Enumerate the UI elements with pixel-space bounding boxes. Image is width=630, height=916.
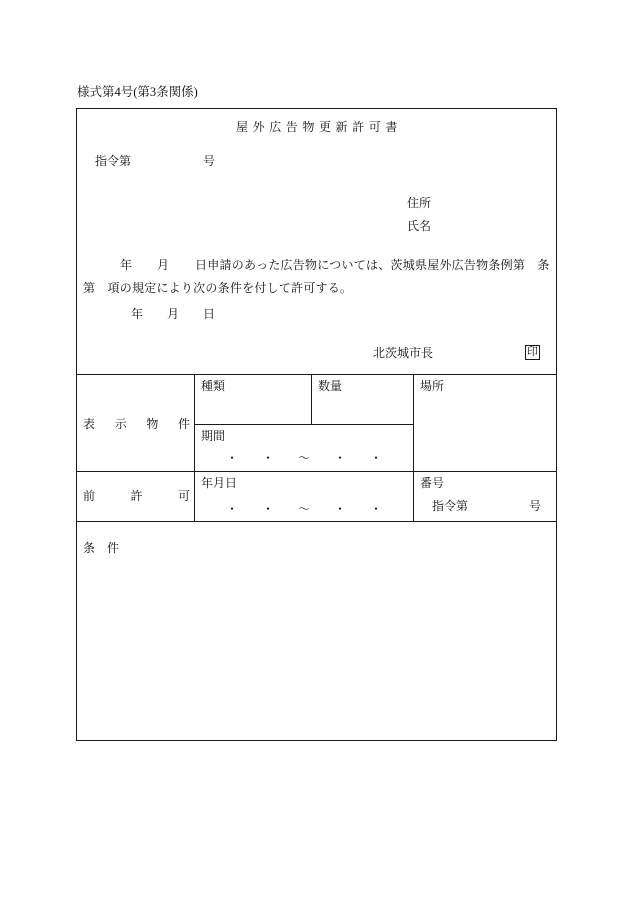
application-month-label: 月: [157, 258, 170, 272]
type-quantity-divider: [311, 374, 312, 424]
type-label: 種類: [201, 379, 226, 393]
issue-day-label: 日: [203, 307, 216, 321]
application-year-label: 年: [120, 258, 133, 272]
permit-date-range: ・ ・ 〜 ・ ・: [226, 502, 389, 516]
document-title: 屋外広告物更新許可書: [236, 120, 403, 134]
body-text-line2: 第 項の規定により次の条件を付して許可する。: [83, 281, 353, 295]
issue-year-label: 年: [131, 307, 144, 321]
directive-suffix: 号: [203, 154, 216, 168]
previous-permit-label: 前許可: [83, 489, 226, 503]
permit-number-prefix: 指令第: [432, 499, 469, 513]
period-date-range: ・ ・ 〜 ・ ・: [226, 451, 389, 465]
location-column-divider: [413, 374, 414, 521]
period-divider: [194, 424, 413, 425]
permit-date-label: 年月日: [201, 476, 238, 490]
location-label: 場所: [420, 379, 445, 393]
display-object-label: 表示物件: [83, 417, 210, 431]
seal-stamp: 印: [527, 346, 538, 358]
issue-month-label: 月: [167, 307, 180, 321]
address-label: 住所: [407, 196, 432, 210]
conditions-label: 条件: [83, 541, 132, 555]
row-divider: [76, 471, 557, 472]
permit-number-label: 番号: [420, 476, 445, 490]
permit-number-suffix: 号: [529, 499, 542, 513]
issuer-name: 北茨城市長: [373, 346, 434, 360]
quantity-label: 数量: [318, 379, 343, 393]
body-text-line1: 日申請のあった広告物については、茨城県屋外広告物条例第 条: [195, 258, 550, 272]
name-label: 氏名: [407, 219, 432, 233]
directive-prefix: 指令第: [95, 154, 132, 168]
period-label: 期間: [201, 429, 226, 443]
table-top-border: [76, 374, 557, 375]
form-number: 様式第4号(第3条関係): [77, 85, 198, 99]
table-bottom-border: [76, 521, 557, 522]
